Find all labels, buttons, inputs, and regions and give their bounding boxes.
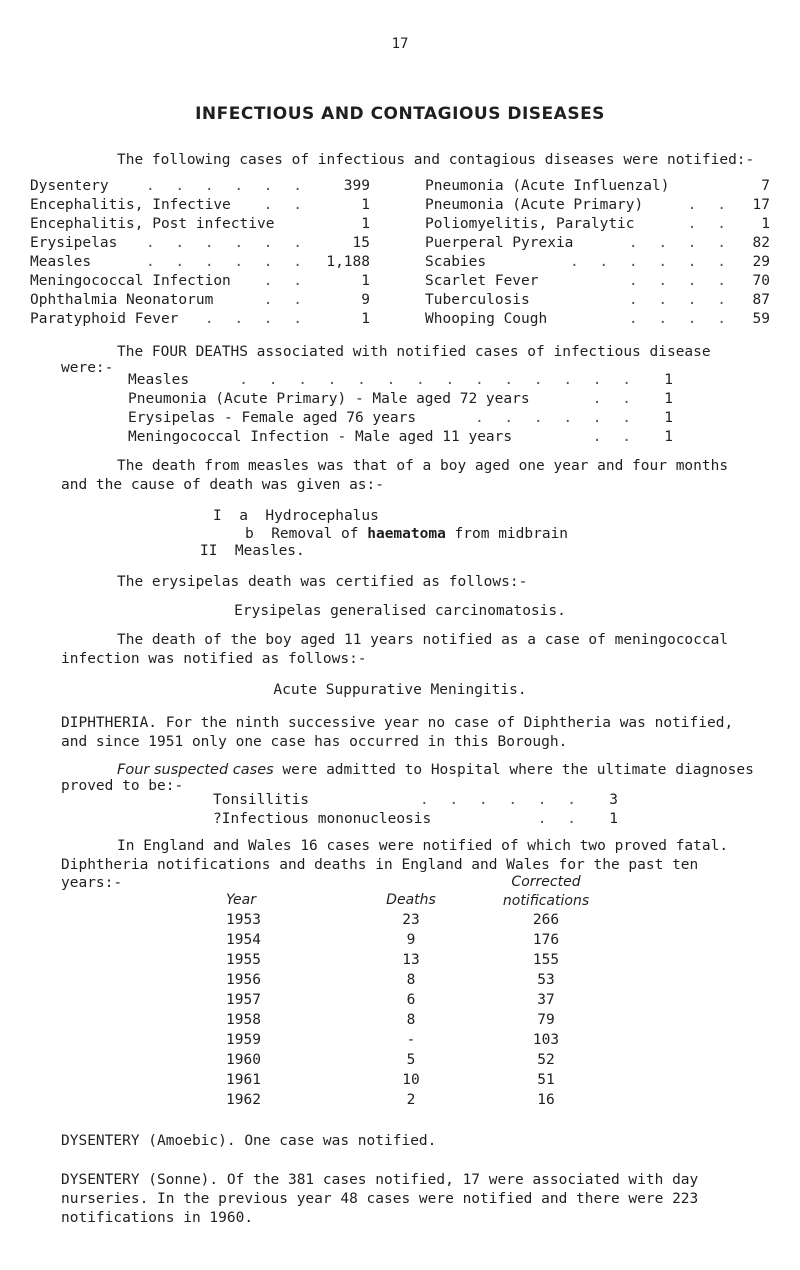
suspected-line1	[117, 760, 754, 780]
death-row-label: Pneumonia (Acute Primary) - Male aged 72 years	[128, 391, 530, 407]
table-row	[210, 990, 626, 1010]
cell-year: 1954	[226, 932, 261, 948]
suspected-italic: Four suspected cases	[117, 762, 274, 778]
table-row	[210, 970, 626, 990]
death-row	[128, 389, 673, 408]
erysipelas-cause: Erysipelas generalised carcinomatosis.	[234, 603, 566, 619]
table-header-row	[210, 868, 626, 910]
disease-row-left-label: Ophthalmia Neonatorum	[30, 292, 214, 308]
disease-row-left	[30, 290, 370, 309]
cell-deaths: 13	[402, 952, 420, 968]
cause-line-1: I a Hydrocephalus	[213, 508, 379, 524]
disease-row-left-label: Encephalitis, Infective	[30, 197, 231, 213]
disease-row-left	[30, 214, 370, 233]
measles-para-line2: and the cause of death was given as:-	[61, 477, 385, 493]
diphtheria-line1: DIPHTHERIA. For the ninth successive year no case of Diphtheria was notified,	[61, 715, 734, 731]
disease-row-right-label: Tuberculosis	[425, 292, 530, 308]
cell-deaths: -	[406, 1032, 416, 1048]
death-row-label: Erysipelas - Female aged 76 years	[128, 410, 417, 426]
diphtheria-table	[210, 868, 626, 1110]
amoebic-para: DYSENTERY (Amoebic). One case was notified.	[61, 1133, 437, 1149]
cause-text-1: Hydrocephalus	[265, 508, 379, 524]
death-row-count: 1	[664, 372, 673, 388]
disease-row-left	[30, 233, 370, 252]
death-row-count: 1	[664, 391, 673, 407]
disease-row-left-leader: . . . .	[204, 311, 308, 327]
deaths-list	[128, 370, 673, 446]
disease-row-left	[30, 309, 370, 328]
table-row	[210, 1010, 626, 1030]
table-row	[210, 1050, 626, 1070]
deaths-intro-were: were:-	[61, 360, 114, 376]
ew-line1: In England and Wales 16 cases were notified of which two proved fatal.	[117, 838, 729, 854]
cell-notifications: 155	[532, 952, 560, 968]
disease-row-left-label: Erysipelas	[30, 235, 118, 251]
col-year-header: Year	[226, 892, 256, 908]
disease-row-right-leader: . .	[687, 197, 732, 213]
cell-deaths: 23	[402, 912, 420, 928]
table-row	[210, 930, 626, 950]
disease-row-left-count: 1	[361, 216, 370, 232]
cell-deaths: 8	[406, 1012, 416, 1028]
disease-row-right-count: 87	[752, 292, 770, 308]
meningo-cause: Acute Suppurative Meningitis.	[273, 682, 527, 698]
disease-row-right	[425, 309, 770, 328]
cell-notifications: 103	[532, 1032, 560, 1048]
death-row	[128, 370, 673, 389]
disease-row-right	[425, 290, 770, 309]
cell-notifications: 53	[537, 972, 555, 988]
death-row-label: Meningococcal Infection - Male aged 11 years	[128, 429, 513, 445]
page-number: 17	[391, 36, 409, 52]
cell-notifications: 266	[532, 912, 560, 928]
disease-row-left-label: Meningococcal Infection	[30, 273, 231, 289]
disease-list-right	[425, 176, 770, 328]
disease-row-left-leader: . . . . . .	[145, 254, 308, 270]
disease-row-left-label: Paratyphoid Fever	[30, 311, 179, 327]
cell-notifications: 176	[532, 932, 560, 948]
cell-year: 1953	[226, 912, 261, 928]
cell-year: 1955	[226, 952, 261, 968]
disease-row-left-count: 9	[361, 292, 370, 308]
disease-row-right	[425, 252, 770, 271]
disease-row-right-leader: . . . .	[628, 292, 732, 308]
ew-line2: Diphtheria notifications and deaths in England and Wales for the past ten	[61, 857, 699, 873]
disease-row-right	[425, 176, 770, 195]
death-row	[128, 427, 673, 446]
disease-row-right	[425, 271, 770, 290]
death-row-label: Measles	[128, 372, 190, 388]
cell-year: 1959	[226, 1032, 261, 1048]
disease-row-right-label: Pneumonia (Acute Primary)	[425, 197, 644, 213]
disease-row-right-leader: . .	[687, 216, 732, 232]
cell-deaths: 2	[406, 1092, 416, 1108]
disease-row-left	[30, 195, 370, 214]
table-row	[210, 1030, 626, 1050]
cell-notifications: 51	[537, 1072, 555, 1088]
cell-notifications: 37	[537, 992, 555, 1008]
disease-row-right-count: 59	[752, 311, 770, 327]
disease-row-left-count: 399	[343, 178, 370, 194]
disease-list-left	[30, 176, 370, 328]
disease-row-right-label: Pneumonia (Acute Influenzal)	[425, 178, 670, 194]
suspected-row-leader: . .	[537, 811, 582, 827]
disease-row-left-leader: . .	[263, 273, 308, 289]
cell-notifications: 52	[537, 1052, 555, 1068]
cell-year: 1960	[226, 1052, 261, 1068]
deaths-intro	[117, 342, 800, 362]
cell-year: 1957	[226, 992, 261, 1008]
disease-row-right-leader: . . . .	[628, 311, 732, 327]
table-row	[210, 1070, 626, 1090]
suspected-rest: were admitted to Hospital where the ultimate diagnoses	[273, 762, 754, 778]
disease-row-right-count: 17	[752, 197, 770, 213]
disease-row-right-count: 82	[752, 235, 770, 251]
table-row	[210, 910, 626, 930]
disease-row-right-label: Poliomyelitis, Paralytic	[425, 216, 635, 232]
disease-row-right	[425, 195, 770, 214]
cell-year: 1958	[226, 1012, 261, 1028]
disease-row-right-leader: . . . .	[628, 235, 732, 251]
disease-row-right-count: 70	[752, 273, 770, 289]
suspected-row-label: Tonsillitis	[213, 792, 310, 808]
death-row-leader: . .	[592, 429, 637, 445]
disease-row-left-leader: . . . . . .	[145, 235, 308, 251]
intro-text: The following cases of infectious and contagious diseases were notified:-	[117, 152, 755, 168]
cell-deaths: 5	[406, 1052, 416, 1068]
disease-row-left-leader: . . . . . .	[145, 178, 308, 194]
cell-deaths: 9	[406, 932, 416, 948]
suspected-line2: proved to be:-	[61, 778, 184, 794]
sonne-line1: DYSENTERY (Sonne). Of the 381 cases notified, 17 were associated with day	[61, 1172, 699, 1188]
disease-row-right-label: Scarlet Fever	[425, 273, 539, 289]
cell-year: 1956	[226, 972, 261, 988]
suspected-row	[213, 809, 618, 828]
disease-row-right-count: 29	[752, 254, 770, 270]
death-row-count: 1	[664, 429, 673, 445]
cause-text-3: Measles.	[234, 543, 305, 559]
meningo-para-line1: The death of the boy aged 11 years notified as a case of meningococcal	[117, 632, 729, 648]
cause-line-3: II Measles.	[200, 543, 305, 559]
disease-row-left-count: 1,188	[326, 254, 370, 270]
table-row	[210, 950, 626, 970]
suspected-row-leader: . . . . . .	[419, 792, 582, 808]
col-notifications-header	[466, 868, 626, 910]
disease-row-left-leader: . .	[263, 292, 308, 308]
disease-row-right	[425, 214, 770, 233]
death-row-leader: . .	[592, 391, 637, 407]
disease-row-left-label: Dysentery	[30, 178, 109, 194]
erysipelas-para: The erysipelas death was certified as follows:-	[117, 574, 528, 590]
disease-row-right-label: Puerperal Pyrexia	[425, 235, 574, 251]
sonne-line3: notifications in 1960.	[61, 1210, 254, 1226]
disease-row-right-count: 1	[761, 216, 770, 232]
col-notif-header-2: notifications	[502, 893, 590, 909]
disease-row-right-label: Whooping Cough	[425, 311, 548, 327]
suspected-row-label: ?Infectious mononucleosis	[213, 811, 432, 827]
table-row	[210, 1090, 626, 1110]
disease-row-left-count: 1	[361, 311, 370, 327]
ew-line3: years:-	[61, 875, 123, 891]
col-deaths-header: Deaths	[386, 892, 436, 908]
disease-row-left	[30, 176, 370, 195]
suspected-row-count: 1	[609, 811, 618, 827]
diphtheria-line2: and since 1951 only one case has occurred in this Borough.	[61, 734, 568, 750]
cell-notifications: 16	[537, 1092, 555, 1108]
disease-row-left-count: 1	[361, 273, 370, 289]
cause-line-2: b Removal of haematoma from midbrain	[245, 526, 569, 542]
measles-para-line1: The death from measles was that of a boy aged one year and four months	[117, 458, 729, 474]
disease-row-right-leader: . . . .	[628, 273, 732, 289]
disease-row-right	[425, 233, 770, 252]
cell-deaths: 10	[402, 1072, 420, 1088]
death-row	[128, 408, 673, 427]
cause-text-2: Removal of haematoma from midbrain	[271, 526, 569, 542]
cell-year: 1962	[226, 1092, 261, 1108]
disease-row-left-leader: . .	[263, 197, 308, 213]
death-row-count: 1	[664, 410, 673, 426]
disease-row-left-label: Encephalitis, Post infective	[30, 216, 275, 232]
disease-row-left-label: Measles	[30, 254, 92, 270]
disease-row-left	[30, 252, 370, 271]
cell-deaths: 6	[406, 992, 416, 1008]
death-row-leader: . . . . . . . . . . . . . .	[239, 372, 637, 388]
meningo-para-line2: infection was notified as follows:-	[61, 651, 367, 667]
sonne-line2: nurseries. In the previous year 48 cases were notified and there were 223	[61, 1191, 699, 1207]
suspected-row	[213, 790, 618, 809]
deaths-intro-line: The FOUR DEATHS associated with notified cases of infectious disease	[117, 344, 711, 360]
disease-row-right-label: Scabies	[425, 254, 487, 270]
cell-year: 1961	[226, 1072, 261, 1088]
cell-notifications: 79	[537, 1012, 555, 1028]
disease-row-right-leader: . . . . . .	[569, 254, 732, 270]
cell-deaths: 8	[406, 972, 416, 988]
disease-row-left-count: 15	[352, 235, 370, 251]
col-notif-header-1: Corrected	[511, 874, 581, 890]
suspected-list	[213, 790, 618, 828]
death-row-leader: . . . . . .	[474, 410, 637, 426]
page-title: INFECTIOUS AND CONTAGIOUS DISEASES	[195, 104, 605, 124]
disease-row-right-count: 7	[761, 178, 770, 194]
disease-row-left	[30, 271, 370, 290]
suspected-row-count: 3	[609, 792, 618, 808]
disease-row-left-count: 1	[361, 197, 370, 213]
